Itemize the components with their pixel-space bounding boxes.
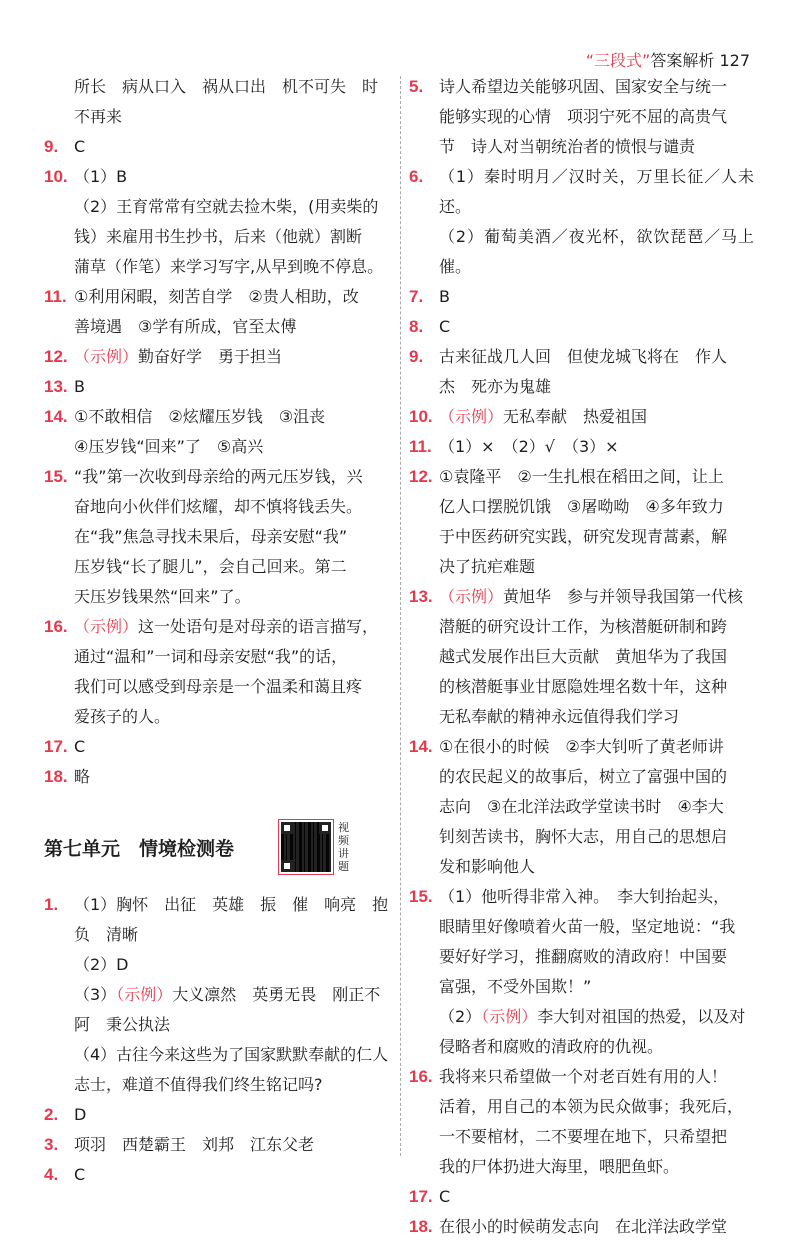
- answer-text: [439, 1002, 754, 1062]
- page-header: [586, 48, 750, 71]
- answer-text: [74, 890, 396, 950]
- answer-line: [74, 1040, 396, 1070]
- answer-number: 15.: [409, 887, 433, 906]
- answer-line-text: ④压岁钱“回来”了 ⑤高兴: [74, 437, 264, 456]
- answer-line: [74, 1160, 396, 1190]
- answer-text: [74, 162, 396, 192]
- continued-line: 所长 病从口入 祸从口出 机不可失 时: [74, 77, 379, 96]
- answer-item: [409, 1182, 754, 1212]
- answer-number: 12.: [44, 347, 68, 366]
- answer-number: 5.: [409, 77, 424, 96]
- answer-line: [439, 372, 754, 402]
- answer-line: [439, 1002, 754, 1032]
- answer-number: 15.: [44, 467, 68, 486]
- answer-line: [74, 432, 396, 462]
- answer-line-text: 亿人口摆脱饥饿 ③屠呦呦 ④多年致力: [439, 497, 724, 516]
- answer-line: [439, 552, 754, 582]
- answer-prefix: （2）: [439, 1007, 482, 1026]
- answer-number: 17.: [409, 1187, 433, 1206]
- header-title: 答案解析: [650, 51, 715, 70]
- answer-subline: （2）葡萄美酒／夜光杯，欲饮琵琶／马上催。: [439, 227, 754, 276]
- continued-line: 不再来: [74, 107, 123, 126]
- answer-line: [439, 72, 754, 102]
- answer-number: [44, 1040, 74, 1100]
- answer-number: 3.: [44, 1135, 59, 1154]
- section-header: [44, 812, 396, 882]
- answer-number: 13.: [44, 377, 68, 396]
- answer-item: [44, 132, 396, 162]
- answer-item: [409, 1212, 754, 1242]
- answer-text: [439, 1062, 754, 1182]
- answer-item: [409, 312, 754, 342]
- answer-item: [409, 882, 754, 1002]
- answer-number: 13.: [409, 587, 433, 606]
- answer-number: 14.: [44, 407, 68, 426]
- answer-line: [439, 1092, 754, 1122]
- answer-line: [74, 1130, 396, 1160]
- answer-line: [439, 582, 754, 612]
- answer-text: [74, 402, 396, 462]
- answer-line: [74, 920, 396, 950]
- answer-line-text: 能够实现的心情 项羽宁死不屈的高贵气: [439, 107, 728, 126]
- answer-item: [44, 1100, 396, 1130]
- answer-line-text: 在很小的时候萌发志向 在北洋法政学堂: [439, 1217, 728, 1236]
- answer-line-text: 钊刻苦读书，胸怀大志，用自己的思想启: [439, 827, 728, 846]
- answer-line-text: “我”第一次收到母亲给的两元压岁钱，兴: [74, 467, 363, 486]
- answer-number: 17.: [44, 737, 68, 756]
- answer-text: [74, 612, 396, 732]
- answer-text: [439, 432, 754, 462]
- answer-number: 11.: [44, 287, 67, 306]
- answer-line: [74, 312, 396, 342]
- answer-line: [74, 282, 396, 312]
- example-tag: （示例）: [74, 617, 139, 636]
- answer-line-text: B: [439, 287, 450, 306]
- answer-line-text: C: [439, 1187, 451, 1206]
- answer-line-text: 奋地向小伙伴们炫耀，却不慎将钱丢失。: [74, 497, 363, 516]
- answer-line-text: 无私奉献的精神永远值得我们学习: [439, 707, 680, 726]
- answer-line: [74, 702, 396, 732]
- answer-text: [439, 462, 754, 582]
- answer-line: [439, 432, 754, 462]
- answer-line: [74, 372, 396, 402]
- answer-line-text: 决了抗疟难题: [439, 557, 536, 576]
- answer-line: [74, 642, 396, 672]
- answer-item: [409, 1002, 754, 1062]
- qr-label: 视频讲题: [338, 821, 350, 873]
- answer-line-text: 勤奋好学 勇于担当: [138, 347, 283, 366]
- answer-line: [439, 702, 754, 732]
- answer-line: [74, 612, 396, 642]
- answer-line-text: 略: [74, 767, 91, 786]
- answer-line-text: 爱孩子的人。: [74, 707, 171, 726]
- answer-line-text: ①在很小的时候 ②李大钊听了黄老师讲: [439, 737, 724, 756]
- answer-line: [439, 312, 754, 342]
- answer-item: [409, 402, 754, 432]
- answer-line: [439, 522, 754, 552]
- qr-code-icon[interactable]: [278, 819, 334, 875]
- answer-line-text: 杰 死亦为鬼雄: [439, 377, 552, 396]
- answer-number: 2.: [44, 1105, 59, 1124]
- answer-line-text: （1）胸怀 出征 英雄 振 催 响亮 抱: [74, 895, 389, 914]
- answer-text: [439, 882, 754, 1002]
- header-brand: “三段式”: [585, 51, 651, 70]
- answer-text: [74, 980, 396, 1040]
- answer-item: [44, 732, 396, 762]
- answer-line: [74, 402, 396, 432]
- answer-text: [439, 342, 754, 402]
- example-tag: （示例）: [481, 1007, 538, 1026]
- answer-line-text: 我将来只希望做一个对老百姓有用的人！: [439, 1067, 728, 1086]
- answer-line-text: 活着，用自己的本领为民众做事；我死后，: [439, 1097, 744, 1116]
- answer-item: [409, 462, 754, 582]
- answer-line-text: 发和影响他人: [439, 857, 536, 876]
- answer-number: 10.: [44, 167, 68, 186]
- answer-line: [439, 762, 754, 792]
- answer-text: [74, 732, 396, 762]
- answer-number: 7.: [409, 287, 424, 306]
- answer-line-text: 压岁钱“长了腿儿”，会自己回来。第二: [74, 557, 347, 576]
- answer-line: [74, 762, 396, 792]
- answer-item: [44, 762, 396, 792]
- answer-item: [44, 462, 396, 612]
- answer-line-text: 在“我”焦急寻找未果后，母亲安慰“我”: [74, 527, 348, 546]
- answer-text: [439, 282, 754, 312]
- answer-subline: 蒲草（作笔）来学习写字,从早到晚不停息。: [74, 257, 384, 276]
- answer-line: [74, 522, 396, 552]
- answer-line-text: 诗人希望边关能够巩固、国家安全与统一: [439, 77, 728, 96]
- answer-line: [439, 642, 754, 672]
- answer-item: [44, 342, 396, 372]
- answer-number: 1.: [44, 895, 59, 914]
- answer-text: [439, 312, 754, 342]
- answer-number: 16.: [44, 617, 68, 636]
- answer-line: [439, 1212, 754, 1242]
- example-tag: （示例）: [116, 985, 173, 1004]
- answer-number: 11.: [409, 437, 432, 456]
- answer-text: [439, 582, 754, 732]
- answer-line: [74, 162, 396, 192]
- right-answer-list: [409, 72, 754, 1242]
- answer-subline: （2）D: [74, 955, 129, 974]
- answer-line: [439, 672, 754, 702]
- answer-line: [439, 942, 754, 972]
- left-answer-list-2: [44, 890, 396, 1190]
- answer-subline: 钱）来雇用书生抄书，后来（他就）割断: [74, 227, 363, 246]
- answer-line-text: 侵略者和腐败的清政府的仇视。: [439, 1037, 664, 1056]
- answer-line-text: 项羽 西楚霸王 刘邦 江东父老: [74, 1135, 315, 1154]
- answer-line-text: （1）× （2）√ （3）×: [439, 437, 619, 456]
- answer-line: [439, 162, 754, 222]
- answer-line: [439, 852, 754, 882]
- answer-line-text: 黄旭华 参与并领导我国第一代核: [503, 587, 744, 606]
- answer-line-text: C: [74, 737, 86, 756]
- page-number: 127: [719, 51, 750, 70]
- left-column: [44, 72, 396, 1190]
- answer-line: [439, 822, 754, 852]
- answer-item: [409, 282, 754, 312]
- answer-line-text: 大义凛然 英勇无畏 刚正不: [172, 985, 381, 1004]
- answer-line-text: 节 诗人对当朝统治者的愤恨与谴责: [439, 137, 696, 156]
- answer-item: [409, 732, 754, 882]
- answer-line: [74, 890, 396, 920]
- answer-item: [44, 612, 396, 732]
- answer-number: 18.: [44, 767, 68, 786]
- answer-line: [74, 552, 396, 582]
- answer-line-text: ①利用闲暇，刻苦自学 ②贵人相助，改: [74, 287, 359, 306]
- answer-number: [409, 1002, 439, 1062]
- section-title: 第七单元 情境检测卷: [44, 837, 235, 860]
- answer-text: [74, 762, 396, 792]
- answer-line-text: 的核潜艇事业甘愿隐姓埋名数十年，这种: [439, 677, 728, 696]
- answer-line: [439, 912, 754, 942]
- example-tag: （示例）: [74, 347, 139, 366]
- answer-line: [439, 732, 754, 762]
- answer-number: 18.: [409, 1217, 433, 1236]
- answer-number: 4.: [44, 1165, 59, 1184]
- answer-item: [409, 1062, 754, 1182]
- answer-line-text: 无私奉献 热爱祖国: [503, 407, 648, 426]
- answer-text: [439, 732, 754, 882]
- answer-item: [44, 282, 396, 342]
- answer-line: [439, 972, 754, 1002]
- answer-number: 14.: [409, 737, 433, 756]
- answer-number: 10.: [409, 407, 433, 426]
- answer-line: [439, 1062, 754, 1092]
- answer-text: [74, 1130, 396, 1160]
- answer-item: [44, 980, 396, 1040]
- answer-line-text: 古来征战几人回 但使龙城飞将在 作人: [439, 347, 728, 366]
- answer-line: [439, 792, 754, 822]
- answer-line: [439, 882, 754, 912]
- answer-line: [439, 612, 754, 642]
- answer-text: [74, 462, 396, 612]
- answer-line-text: （1）B: [74, 167, 128, 186]
- left-continued-text: [44, 72, 396, 132]
- answer-line: [74, 1070, 396, 1100]
- answer-line-text: 富强，不受外国欺！”: [439, 977, 592, 996]
- answer-item: [409, 342, 754, 402]
- answer-line: [439, 1122, 754, 1152]
- example-tag: （示例）: [439, 407, 504, 426]
- answer-line: [439, 1152, 754, 1182]
- answer-line: [439, 282, 754, 312]
- answer-line-text: D: [74, 1105, 87, 1124]
- answer-text: [74, 1160, 396, 1190]
- answer-line: [439, 462, 754, 492]
- answer-item: [409, 72, 754, 162]
- answer-line-text: 要好好学习，推翻腐败的清政府！中国要: [439, 947, 728, 966]
- right-column: [409, 72, 754, 1242]
- answer-line: [439, 402, 754, 432]
- answer-number: 9.: [44, 137, 59, 156]
- answer-text: [439, 1212, 754, 1242]
- answer-item: [44, 1040, 396, 1100]
- answer-line-text: 于中医药研究实践，研究发现青蒿素，解: [439, 527, 728, 546]
- answer-line: [74, 1100, 396, 1130]
- answer-line: [439, 492, 754, 522]
- answer-line-text: 负 清晰: [74, 925, 139, 944]
- answer-item: [44, 402, 396, 462]
- answer-line: [74, 582, 396, 612]
- answer-item: [409, 162, 754, 222]
- answer-text: [74, 342, 396, 372]
- answer-number: 8.: [409, 317, 424, 336]
- answer-line: [74, 342, 396, 372]
- answer-line-text: 一不要棺材，二不要埋在地下，只希望把: [439, 1127, 728, 1146]
- answer-line-text: 通过“温和”一词和母亲安慰“我”的话，: [74, 647, 348, 666]
- answer-item: [44, 1160, 396, 1190]
- answer-line-text: 这一处语句是对母亲的语言描写，: [138, 617, 379, 636]
- answer-line: [74, 980, 396, 1010]
- answer-line-text: 越式发展作出巨大贡献 黄旭华为了我国: [439, 647, 728, 666]
- answer-line-text: 我们可以感受到母亲是一个温柔和蔼且疼: [74, 677, 363, 696]
- answer-number: [44, 980, 74, 1040]
- answer-line-text: C: [439, 317, 451, 336]
- answer-line-text: （1）他听得非常入神。 李大钊抬起头，: [439, 887, 730, 906]
- answer-line-text: B: [74, 377, 85, 396]
- answer-subline: （2）王育常常有空就去捡木柴，(用卖柴的: [74, 197, 379, 216]
- answer-text: [439, 1182, 754, 1212]
- answer-item: [44, 1130, 396, 1160]
- answer-item: [409, 432, 754, 462]
- answer-number: 6.: [409, 167, 424, 186]
- answer-line: [74, 732, 396, 762]
- answer-line: [439, 1032, 754, 1062]
- answer-text: [439, 402, 754, 432]
- answer-text: [74, 1040, 396, 1100]
- answer-number: 9.: [409, 347, 424, 366]
- answer-line-text: ①袁隆平 ②一生扎根在稻田之间，让上: [439, 467, 724, 486]
- answer-line-text: 的农民起义的故事后，树立了富强中国的: [439, 767, 728, 786]
- answer-line: [74, 492, 396, 522]
- answer-number: 16.: [409, 1067, 433, 1086]
- answer-line-text: 善境遇 ③学有所成，官至太傅: [74, 317, 297, 336]
- example-tag: （示例）: [439, 587, 504, 606]
- answer-text: [74, 132, 396, 162]
- answer-line-text: 志向 ③在北洋法政学堂读书时 ④李大: [439, 797, 724, 816]
- answer-line: [74, 132, 396, 162]
- answer-line-text: 李大钊对祖国的热爱，以及对: [537, 1007, 746, 1026]
- answer-text: [74, 1100, 396, 1130]
- answer-line: [439, 132, 754, 162]
- answer-line-text: （4）古往今来这些为了国家默默奉献的仁人: [74, 1045, 389, 1064]
- answer-item: [44, 372, 396, 402]
- answer-line-text: 眼睛里好像喷着火苗一般，坚定地说：“我: [439, 917, 736, 936]
- answer-line-text: 阿 秉公执法: [74, 1015, 171, 1034]
- answer-line: [74, 672, 396, 702]
- left-answer-list: [44, 132, 396, 792]
- answer-text: [74, 282, 396, 342]
- answer-line-text: C: [74, 1165, 86, 1184]
- answer-line: [439, 1182, 754, 1212]
- answer-line-text: 潜艇的研究设计工作，为核潜艇研制和跨: [439, 617, 728, 636]
- answer-item: [44, 162, 396, 192]
- answer-line-text: 志士，难道不值得我们终生铭记吗?: [74, 1075, 323, 1094]
- answer-line-text: 天压岁钱果然“回来”了。: [74, 587, 251, 606]
- answer-text: [439, 162, 754, 222]
- answer-line-text: 我的尸体扔进大海里，喂肥鱼虾。: [439, 1157, 680, 1176]
- answer-line-text: ①不敢相信 ②炫耀压岁钱 ③沮丧: [74, 407, 326, 426]
- answer-line: [74, 1010, 396, 1040]
- answer-line-text: C: [74, 137, 86, 156]
- column-divider: [400, 76, 401, 1156]
- answer-line: [439, 342, 754, 372]
- answer-line-text: （1）秦时明月／汉时关，万里长征／人未还。: [439, 167, 754, 216]
- answer-item: [409, 582, 754, 732]
- answer-number: 12.: [409, 467, 433, 486]
- answer-line: [439, 102, 754, 132]
- answer-text: [439, 72, 754, 162]
- answer-prefix: （3）: [74, 985, 117, 1004]
- answer-text: [74, 372, 396, 402]
- answer-item: [44, 890, 396, 950]
- answer-line: [74, 462, 396, 492]
